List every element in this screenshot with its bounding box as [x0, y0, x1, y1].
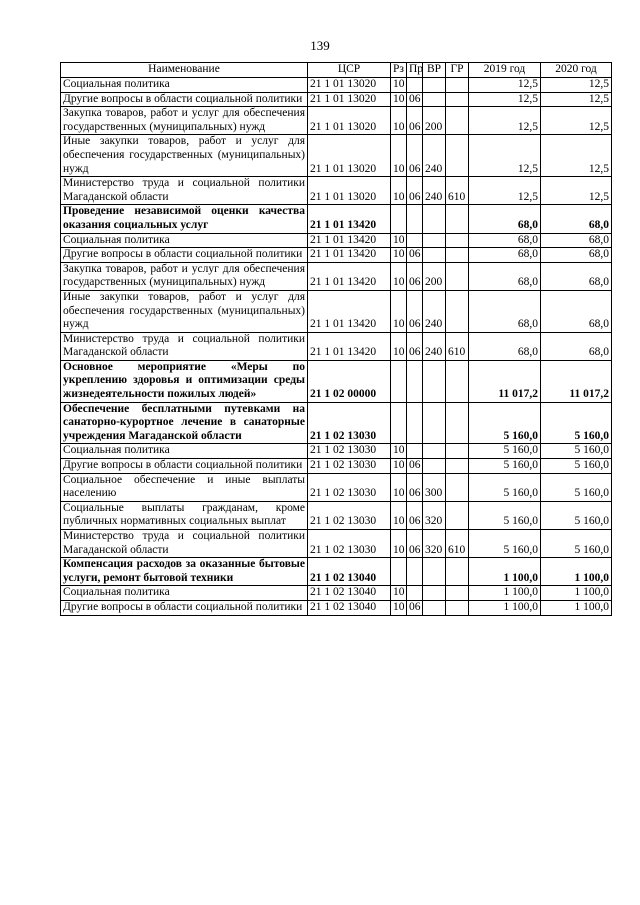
- cell-name: Проведение независимой оценки качества оказания социальных услуг: [61, 205, 308, 233]
- cell-name: Министерство труда и социальной политики Магаданской области: [61, 332, 308, 360]
- header-2020: 2020 год: [541, 63, 612, 78]
- cell-name: Министерство труда и социальной политики Магаданской области: [61, 530, 308, 558]
- cell-gr: [446, 501, 469, 529]
- cell-2020: 11 017,2: [541, 360, 612, 402]
- cell-name: Обеспечение бесплатными путевками на санаторно-курортное лечение в санаторные учреждения Магаданской области: [61, 402, 308, 444]
- cell-rz: 10: [391, 530, 407, 558]
- cell-vr: [423, 459, 446, 474]
- cell-2020: 5 160,0: [541, 459, 612, 474]
- cell-2020: 68,0: [541, 233, 612, 248]
- table-row: [61, 600, 612, 615]
- cell-csr: 21 1 02 13030: [308, 473, 391, 501]
- cell-csr: 21 1 02 13030: [308, 501, 391, 529]
- cell-2020: 1 100,0: [541, 558, 612, 586]
- cell-2019: 1 100,0: [469, 558, 541, 586]
- cell-name: Закупка товаров, работ и услуг для обеспечения государственных (муниципальных) нужд: [61, 262, 308, 290]
- cell-csr: 21 1 01 13420: [308, 290, 391, 332]
- cell-pr: 06: [407, 332, 423, 360]
- table-row: [61, 262, 612, 290]
- cell-rz: 10: [391, 459, 407, 474]
- cell-pr: 06: [407, 262, 423, 290]
- cell-vr: [423, 360, 446, 402]
- cell-name: Министерство труда и социальной политики Магаданской области: [61, 177, 308, 205]
- cell-csr: 21 1 02 13030: [308, 402, 391, 444]
- cell-2020: 68,0: [541, 290, 612, 332]
- header-pr: Пр: [407, 63, 423, 78]
- cell-2020: 5 160,0: [541, 473, 612, 501]
- cell-2019: 12,5: [469, 135, 541, 177]
- cell-pr: 06: [407, 92, 423, 107]
- cell-name: Социальное обеспечение и иные выплаты населению: [61, 473, 308, 501]
- cell-vr: [423, 600, 446, 615]
- cell-pr: 06: [407, 459, 423, 474]
- table-row: [61, 459, 612, 474]
- cell-pr: [407, 444, 423, 459]
- cell-2020: 12,5: [541, 78, 612, 93]
- cell-pr: 06: [407, 177, 423, 205]
- cell-rz: 10: [391, 473, 407, 501]
- table-row: [61, 530, 612, 558]
- cell-csr: 21 1 02 13040: [308, 586, 391, 601]
- cell-name: Другие вопросы в области социальной политики: [61, 92, 308, 107]
- cell-2019: 68,0: [469, 262, 541, 290]
- cell-csr: 21 1 01 13020: [308, 78, 391, 93]
- cell-gr: 610: [446, 530, 469, 558]
- cell-pr: 06: [407, 290, 423, 332]
- cell-csr: 21 1 01 13420: [308, 332, 391, 360]
- cell-rz: 10: [391, 262, 407, 290]
- cell-vr: [423, 248, 446, 263]
- table-row: [61, 332, 612, 360]
- cell-rz: 10: [391, 92, 407, 107]
- cell-2020: 68,0: [541, 248, 612, 263]
- cell-gr: [446, 402, 469, 444]
- cell-vr: 200: [423, 262, 446, 290]
- cell-rz: [391, 402, 407, 444]
- cell-pr: 06: [407, 473, 423, 501]
- cell-name: Компенсация расходов за оказанные бытовые услуги, ремонт бытовой техники: [61, 558, 308, 586]
- cell-gr: [446, 473, 469, 501]
- cell-name: Социальная политика: [61, 78, 308, 93]
- cell-2019: 1 100,0: [469, 586, 541, 601]
- cell-gr: 610: [446, 332, 469, 360]
- header-vr: ВР: [423, 63, 446, 78]
- cell-2019: 11 017,2: [469, 360, 541, 402]
- header-rz: Рз: [391, 63, 407, 78]
- cell-pr: 06: [407, 107, 423, 135]
- cell-vr: 200: [423, 107, 446, 135]
- table-row: [61, 248, 612, 263]
- cell-gr: 610: [446, 177, 469, 205]
- cell-name: Социальная политика: [61, 586, 308, 601]
- cell-vr: [423, 205, 446, 233]
- cell-vr: [423, 444, 446, 459]
- cell-csr: 21 1 01 13420: [308, 205, 391, 233]
- header-2019: 2019 год: [469, 63, 541, 78]
- cell-rz: 10: [391, 290, 407, 332]
- cell-rz: 10: [391, 78, 407, 93]
- cell-2019: 12,5: [469, 92, 541, 107]
- cell-2020: 12,5: [541, 107, 612, 135]
- cell-2020: 1 100,0: [541, 600, 612, 615]
- cell-csr: 21 1 01 13420: [308, 233, 391, 248]
- cell-pr: [407, 233, 423, 248]
- cell-name: Иные закупки товаров, работ и услуг для обеспечения государственных (муниципальных) нужд: [61, 135, 308, 177]
- cell-2019: 5 160,0: [469, 459, 541, 474]
- cell-csr: 21 1 02 13040: [308, 558, 391, 586]
- cell-vr: [423, 92, 446, 107]
- cell-vr: 240: [423, 135, 446, 177]
- cell-2019: 1 100,0: [469, 600, 541, 615]
- cell-pr: 06: [407, 530, 423, 558]
- table-body: [61, 78, 612, 616]
- cell-gr: [446, 262, 469, 290]
- cell-pr: [407, 205, 423, 233]
- cell-rz: 10: [391, 332, 407, 360]
- cell-csr: 21 1 01 13020: [308, 135, 391, 177]
- cell-rz: 10: [391, 177, 407, 205]
- header-gr: ГР: [446, 63, 469, 78]
- cell-gr: [446, 233, 469, 248]
- cell-2019: 68,0: [469, 290, 541, 332]
- cell-pr: [407, 78, 423, 93]
- cell-2020: 12,5: [541, 92, 612, 107]
- cell-pr: 06: [407, 248, 423, 263]
- table-row: [61, 78, 612, 93]
- cell-2020: 5 160,0: [541, 402, 612, 444]
- cell-name: Иные закупки товаров, работ и услуг для обеспечения государственных (муниципальных) нужд: [61, 290, 308, 332]
- cell-vr: 300: [423, 473, 446, 501]
- cell-gr: [446, 290, 469, 332]
- cell-gr: [446, 78, 469, 93]
- cell-rz: 10: [391, 600, 407, 615]
- cell-csr: 21 1 01 13020: [308, 107, 391, 135]
- cell-name: Другие вопросы в области социальной политики: [61, 459, 308, 474]
- cell-2020: 12,5: [541, 135, 612, 177]
- cell-2019: 68,0: [469, 233, 541, 248]
- table-header-row: [61, 63, 612, 78]
- cell-rz: 10: [391, 444, 407, 459]
- cell-pr: [407, 586, 423, 601]
- cell-name: Социальная политика: [61, 233, 308, 248]
- cell-gr: [446, 558, 469, 586]
- table-row: [61, 233, 612, 248]
- cell-pr: 06: [407, 501, 423, 529]
- cell-vr: [423, 78, 446, 93]
- budget-table: [60, 62, 612, 616]
- cell-name: Социальная политика: [61, 444, 308, 459]
- cell-rz: 10: [391, 501, 407, 529]
- cell-vr: [423, 233, 446, 248]
- cell-vr: 240: [423, 290, 446, 332]
- table-row: [61, 290, 612, 332]
- table-row: [61, 135, 612, 177]
- cell-2020: 68,0: [541, 205, 612, 233]
- cell-vr: [423, 558, 446, 586]
- cell-2020: 5 160,0: [541, 444, 612, 459]
- table-row: [61, 205, 612, 233]
- cell-csr: 21 1 01 13020: [308, 177, 391, 205]
- cell-rz: [391, 360, 407, 402]
- cell-gr: [446, 248, 469, 263]
- cell-vr: 320: [423, 501, 446, 529]
- cell-gr: [446, 444, 469, 459]
- page-number: 139: [310, 38, 330, 53]
- cell-rz: [391, 558, 407, 586]
- cell-2020: 1 100,0: [541, 586, 612, 601]
- cell-2020: 12,5: [541, 177, 612, 205]
- table-row: [61, 501, 612, 529]
- cell-csr: 21 1 02 13030: [308, 444, 391, 459]
- cell-pr: [407, 402, 423, 444]
- cell-2019: 68,0: [469, 205, 541, 233]
- table-row: [61, 402, 612, 444]
- cell-gr: [446, 205, 469, 233]
- header-csr: ЦСР: [308, 63, 391, 78]
- cell-rz: 10: [391, 233, 407, 248]
- cell-2020: 5 160,0: [541, 530, 612, 558]
- cell-vr: [423, 586, 446, 601]
- cell-vr: [423, 402, 446, 444]
- table-row: [61, 177, 612, 205]
- table-row: [61, 473, 612, 501]
- cell-2020: 68,0: [541, 262, 612, 290]
- cell-rz: [391, 205, 407, 233]
- cell-2019: 12,5: [469, 78, 541, 93]
- table-row: [61, 360, 612, 402]
- cell-pr: [407, 558, 423, 586]
- cell-2019: 12,5: [469, 107, 541, 135]
- cell-vr: 240: [423, 177, 446, 205]
- cell-csr: 21 1 01 13420: [308, 262, 391, 290]
- cell-pr: [407, 360, 423, 402]
- cell-csr: 21 1 01 13020: [308, 92, 391, 107]
- cell-2019: 5 160,0: [469, 444, 541, 459]
- cell-csr: 21 1 01 13420: [308, 248, 391, 263]
- cell-rz: 10: [391, 248, 407, 263]
- cell-2020: 5 160,0: [541, 501, 612, 529]
- cell-rz: 10: [391, 586, 407, 601]
- cell-2019: 68,0: [469, 248, 541, 263]
- cell-2019: 5 160,0: [469, 501, 541, 529]
- cell-2020: 68,0: [541, 332, 612, 360]
- cell-2019: 5 160,0: [469, 530, 541, 558]
- cell-pr: 06: [407, 600, 423, 615]
- cell-vr: 240: [423, 332, 446, 360]
- cell-gr: [446, 459, 469, 474]
- header-name: Наименование: [61, 63, 308, 78]
- cell-pr: 06: [407, 135, 423, 177]
- cell-name: Другие вопросы в области социальной политики: [61, 248, 308, 263]
- cell-name: Основное мероприятие «Меры по укреплению здоровья и оптимизации среды жизнедеятельности пожилых людей»: [61, 360, 308, 402]
- cell-2019: 12,5: [469, 177, 541, 205]
- cell-rz: 10: [391, 107, 407, 135]
- cell-csr: 21 1 02 13030: [308, 459, 391, 474]
- table-row: [61, 107, 612, 135]
- table-row: [61, 558, 612, 586]
- cell-vr: 320: [423, 530, 446, 558]
- cell-csr: 21 1 02 13040: [308, 600, 391, 615]
- cell-gr: [446, 107, 469, 135]
- cell-2019: 68,0: [469, 332, 541, 360]
- table-row: [61, 444, 612, 459]
- cell-2019: 5 160,0: [469, 402, 541, 444]
- cell-name: Закупка товаров, работ и услуг для обеспечения государственных (муниципальных) нужд: [61, 107, 308, 135]
- cell-name: Другие вопросы в области социальной политики: [61, 600, 308, 615]
- cell-gr: [446, 600, 469, 615]
- cell-csr: 21 1 02 13030: [308, 530, 391, 558]
- cell-csr: 21 1 02 00000: [308, 360, 391, 402]
- cell-gr: [446, 92, 469, 107]
- table-row: [61, 92, 612, 107]
- cell-2019: 5 160,0: [469, 473, 541, 501]
- cell-name: Социальные выплаты гражданам, кроме публичных нормативных социальных выплат: [61, 501, 308, 529]
- cell-gr: [446, 135, 469, 177]
- table-row: [61, 586, 612, 601]
- cell-gr: [446, 360, 469, 402]
- cell-rz: 10: [391, 135, 407, 177]
- cell-gr: [446, 586, 469, 601]
